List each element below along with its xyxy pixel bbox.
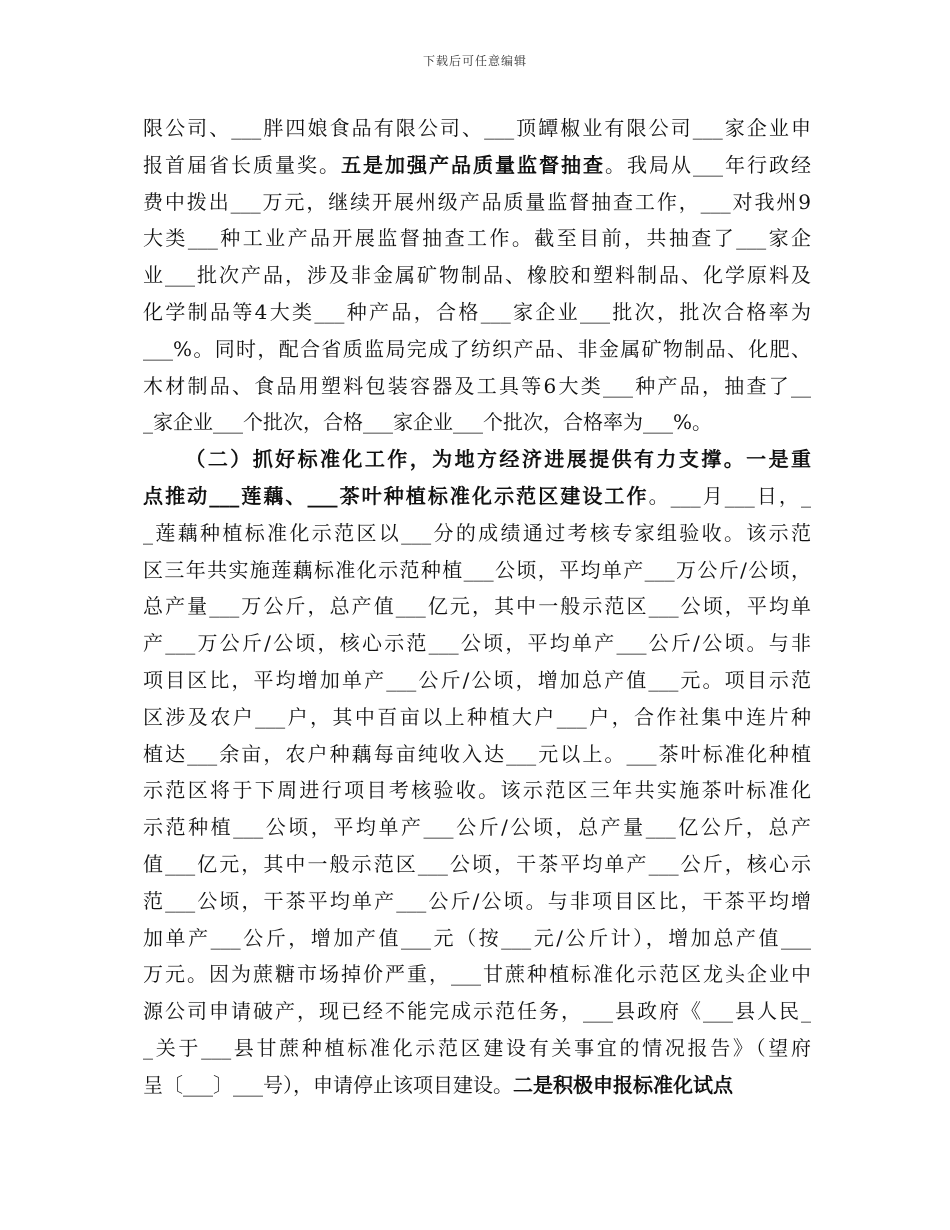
text-run: 植达___余亩，农户种藕每亩纯收入达___元以上。___茶叶标准化种植 xyxy=(143,741,811,766)
text-run: 大类___种工业产品开展监督抽查工作。截至目前，共抽查了___家企 xyxy=(143,226,811,251)
bold-text-run: （二）抓好标准化工作，为地方经济进展提供有力支撑。一是重 xyxy=(183,447,811,472)
text-line xyxy=(143,993,811,1030)
text-line xyxy=(143,331,811,368)
text-line xyxy=(143,294,811,331)
text-line xyxy=(143,404,811,441)
text-line xyxy=(143,920,811,957)
text-run: 示范种植___公顷，平均单产___公斤/公顷，总产量___亿公斤，总产 xyxy=(143,815,811,840)
text-line xyxy=(143,772,811,809)
text-run: 业___批次产品，涉及非金属矿物制品、橡胶和塑料制品、化学原料及 xyxy=(143,263,811,288)
text-line xyxy=(143,846,811,883)
text-run: 加单产___公斤，增加产值___元（按___元/公斤计），增加总产值___ xyxy=(143,925,811,950)
text-run: ___%。同时，配合省质监局完成了纺织产品、非金属矿物制品、化肥、 xyxy=(143,336,811,361)
text-line xyxy=(143,147,811,184)
text-run: 木材制品、食品用塑料包装容器及工具等6大类___种产品，抽查了__ xyxy=(143,373,811,398)
text-run: 区三年共实施莲藕标准化示范种植___公顷，平均单产___万公斤/公顷， xyxy=(143,557,811,582)
text-run: 限公司、___胖四娘食品有限公司、___顶罈椒业有限公司___家企业申 xyxy=(143,116,811,140)
text-run: 。___月___日，_ xyxy=(648,483,812,508)
text-run: 示范区将于下周进行项目考核验收。该示范区三年共实施茶叶标准化 xyxy=(143,778,811,803)
text-run: 万元。因为蔗糖市场掉价严重，___甘蔗种植标准化示范区龙头企业中 xyxy=(143,962,811,987)
text-run: 报首届省长质量奖。 xyxy=(143,152,341,177)
text-run: _家企业___个批次，合格___家企业___个批次，合格率为___%。 xyxy=(143,410,713,435)
text-line xyxy=(143,809,811,846)
text-run: _关于___县甘蔗种植标准化示范区建设有关事宜的情况报告》（望府 xyxy=(143,1035,811,1060)
bold-text-run: 二是积极申报标准化试点 xyxy=(513,1072,733,1097)
text-line xyxy=(143,257,811,294)
page-header: 下载后可任意编辑 xyxy=(422,54,527,68)
text-run: 值___亿元，其中一般示范区___公顷，干茶平均单产___公斤，核心示 xyxy=(143,851,811,876)
text-line xyxy=(143,1067,811,1104)
document-body xyxy=(143,110,811,1104)
text-line xyxy=(143,552,811,589)
text-line xyxy=(143,883,811,920)
text-line xyxy=(143,220,811,257)
text-run: 源公司申请破产，现已经不能完成示范任务，___县政府《___县人民_ xyxy=(143,999,811,1024)
text-line xyxy=(143,368,811,405)
text-line xyxy=(143,1030,811,1067)
text-line xyxy=(143,588,811,625)
text-line xyxy=(143,515,811,552)
bold-text-run: 五是加强产品质量监督抽查 xyxy=(341,152,605,177)
text-line xyxy=(143,662,811,699)
text-line xyxy=(143,736,811,773)
text-line xyxy=(143,184,811,221)
text-run: 项目区比，平均增加单产___公斤/公顷，增加总产值___元。项目示范 xyxy=(143,667,811,692)
text-run: 费中拨出___万元，继续开展州级产品质量监督抽查工作，___对我州9 xyxy=(143,189,811,214)
bold-text-run: 点推动___莲藕、___茶叶种植标准化示范区建设工作 xyxy=(143,483,649,508)
text-run: 化学制品等4大类___种产品，合格___家企业___批次，批次合格率为 xyxy=(143,299,811,324)
text-run: 产___万公斤/公顷，核心示范___公顷，平均单产___公斤/公顷。与非 xyxy=(143,631,811,656)
text-run: _莲藕种植标准化示范区以___分的成绩通过考核专家组验收。该示范 xyxy=(143,520,811,545)
text-run: 。我局从___年行政经 xyxy=(605,152,811,177)
text-line xyxy=(143,441,811,478)
text-line xyxy=(143,478,811,515)
text-run: 总产量___万公斤，总产值___亿元，其中一般示范区___公顷，平均单 xyxy=(143,594,811,619)
text-run: 呈〔___〕___号），申请停止该项目建设。 xyxy=(143,1072,513,1097)
text-run: 范___公顷，干茶平均单产___公斤/公顷。与非项目区比，干茶平均增 xyxy=(143,888,811,913)
text-line xyxy=(143,625,811,662)
text-line xyxy=(143,956,811,993)
text-run: 区涉及农户___户，其中百亩以上种植大户___户，合作社集中连片种 xyxy=(143,704,811,729)
text-line xyxy=(143,699,811,736)
text-line xyxy=(143,110,811,147)
